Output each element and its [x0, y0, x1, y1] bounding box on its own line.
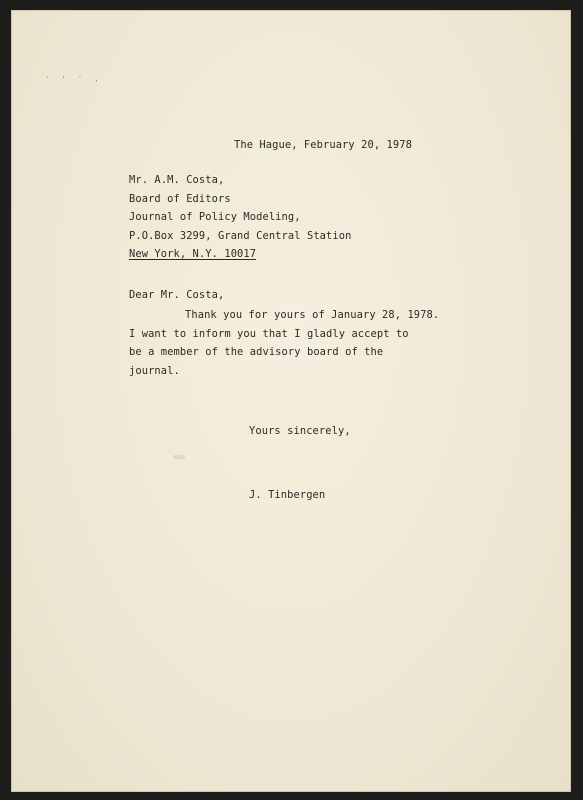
body-line: I want to inform you that I gladly accept to — [129, 327, 409, 340]
salutation: Dear Mr. Costa, — [129, 289, 225, 301]
recipient-line: P.O.Box 3299, Grand Central Station — [129, 229, 352, 242]
body-line: journal. — [129, 364, 180, 377]
recipient-address — [129, 171, 351, 264]
letter-page — [11, 10, 571, 792]
body-line: be a member of the advisory board of the — [129, 346, 384, 359]
body-line: Thank you for yours of January 28, 1978. — [185, 309, 440, 321]
recipient-line: Mr. A.M. Costa, — [129, 174, 225, 186]
recipient-line: Journal of Policy Modeling, — [129, 211, 301, 224]
place-date: The Hague, February 20, 1978 — [234, 139, 412, 151]
corner-marks: ' ' ' , — [45, 75, 103, 83]
recipient-line: Board of Editors — [129, 192, 231, 205]
closing: Yours sincerely, — [249, 425, 351, 437]
paper-smudge — [173, 455, 185, 459]
letter-body — [129, 306, 439, 380]
signature-name: J. Tinbergen — [249, 489, 326, 501]
recipient-city-line: New York, N.Y. 10017 — [129, 248, 257, 261]
